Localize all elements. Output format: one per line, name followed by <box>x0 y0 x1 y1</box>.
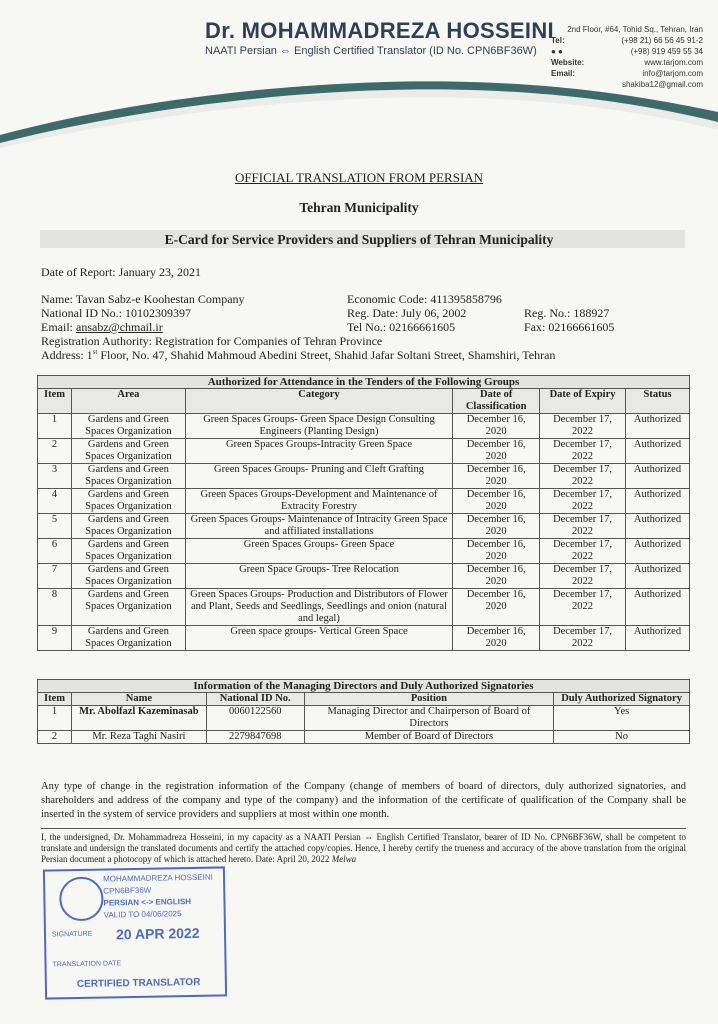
address-sup: st <box>92 348 98 356</box>
translator-subtitle: NAATI Persian ⇔ English Certified Translator (ID No. CPN6BF36W) <box>205 45 537 57</box>
translator-stamp <box>43 866 227 999</box>
stamp-validity: VALID TO 04/06/2025 <box>103 909 182 920</box>
official-translation-title: OFFICIAL TRANSLATION FROM PERSIAN <box>234 170 484 185</box>
groups-header-cell: Item <box>38 389 72 414</box>
table-cell: December 17, 2022 <box>540 539 626 564</box>
table-cell: Mr. Reza Taghi Nasiri <box>71 731 206 744</box>
table-cell: Authorized <box>625 626 689 651</box>
contact-address: 2nd Floor, #64, Tohid Sq., Tehran, Iran <box>567 25 703 34</box>
email-label: Email: <box>41 320 76 334</box>
reg-date: Reg. Date: July 06, 2002 <box>347 306 467 320</box>
mobile-value: (+98) 919 459 55 34 <box>630 47 703 56</box>
table-cell: No <box>554 731 690 744</box>
table-cell: Gardens and Green Spaces Organization <box>71 589 185 626</box>
stamp-languages: PERSIAN <-> ENGLISH <box>103 897 192 908</box>
groups-header-cell: Date of Classification <box>453 389 540 414</box>
groups-header-cell: Category <box>185 389 452 414</box>
table-cell: Green Spaces Groups-Intracity Green Space <box>185 439 452 464</box>
directors-header-row <box>38 693 690 706</box>
company-address <box>41 348 555 363</box>
table-cell: Authorized <box>625 439 689 464</box>
table-cell: December 16, 2020 <box>453 439 540 464</box>
contact-block <box>551 24 703 90</box>
certification-statement <box>41 832 686 865</box>
table-cell: Green Space Groups- Tree Relocation <box>185 564 452 589</box>
groups-caption: Authorized for Attendance in the Tenders of the Following Groups <box>38 376 690 389</box>
table-cell: Green Spaces Groups- Production and Distributors of Flower and Plant, Seeds and Seedlings, Seedlings and onion (natural and legal) <box>185 589 452 626</box>
email-value-2: shakiba12@gmail.com <box>621 80 703 89</box>
registration-authority: Registration Authority: Registration for Companies of Tehran Province <box>41 334 383 348</box>
table-cell: Gardens and Green Spaces Organization <box>71 514 185 539</box>
groups-header-cell: Date of Expiry <box>540 389 626 414</box>
table-cell: Authorized <box>625 414 689 439</box>
table-row <box>38 464 690 489</box>
table-cell: Gardens and Green Spaces Organization <box>71 489 185 514</box>
table-cell: Green Spaces Groups- Green Space <box>185 539 452 564</box>
table-row <box>38 589 690 626</box>
change-notice: Any type of change in the registration information of the Company (change of members of board of directors, duly authorized signatories, and shareholders and address of the company and type of the company) and the information of the certificate of qualification of the Company shall be inserted in the system of service providers and suppliers at most within one month. <box>41 781 686 820</box>
table-cell: Green Spaces Groups- Maintenance of Intracity Green Space and affiliated installations <box>185 514 452 539</box>
stamp-signature-label: SIGNATURE <box>51 930 93 939</box>
table-cell: 5 <box>38 514 72 539</box>
municipality-title: Tehran Municipality <box>299 200 419 215</box>
table-cell: Gardens and Green Spaces Organization <box>71 539 185 564</box>
table-cell: Authorized <box>625 489 689 514</box>
table-cell: December 16, 2020 <box>453 539 540 564</box>
stamp-date: 20 APR 2022 <box>115 924 200 943</box>
table-cell: December 16, 2020 <box>453 464 540 489</box>
table-cell: 7 <box>38 564 72 589</box>
translator-name: Dr. MOHAMMADREZA HOSSEINI <box>205 18 554 43</box>
table-cell: 4 <box>38 489 72 514</box>
table-cell: 9 <box>38 626 72 651</box>
table-cell: December 16, 2020 <box>453 489 540 514</box>
directors-body <box>38 706 690 744</box>
groups-table <box>37 375 690 651</box>
table-cell: December 16, 2020 <box>453 589 540 626</box>
tel-label: Tel: <box>551 36 565 45</box>
table-cell: December 17, 2022 <box>540 564 626 589</box>
table-cell: Gardens and Green Spaces Organization <box>71 564 185 589</box>
table-cell: December 17, 2022 <box>540 589 626 626</box>
directors-table <box>37 679 690 744</box>
table-cell: 6 <box>38 539 72 564</box>
company-name: Name: Tavan Sabz-e Koohestan Company <box>41 292 245 306</box>
table-cell: December 17, 2022 <box>540 626 626 651</box>
table-cell: December 17, 2022 <box>540 464 626 489</box>
naati-seal-icon <box>59 877 104 922</box>
directors-caption: Information of the Managing Directors and Duly Authorized Signatories <box>38 680 690 693</box>
table-cell: Member of Board of Directors <box>304 731 554 744</box>
table-cell: December 16, 2020 <box>453 514 540 539</box>
table-cell: December 16, 2020 <box>453 414 540 439</box>
directors-header-cell: National ID No. <box>206 693 304 706</box>
directors-header-cell: Name <box>71 693 206 706</box>
table-cell: Green space groups- Vertical Green Space <box>185 626 452 651</box>
table-cell: Gardens and Green Spaces Organization <box>71 439 185 464</box>
table-cell: December 17, 2022 <box>540 439 626 464</box>
stamp-name: MOHAMMADREZA HOSSEINI <box>102 872 213 884</box>
tel-no: Tel No.: 02166661605 <box>347 320 456 334</box>
directors-header-cell: Duly Authorized Signatory <box>554 693 690 706</box>
reg-no: Reg. No.: 188927 <box>524 306 610 320</box>
table-cell: Green Spaces Groups- Pruning and Cleft Grafting <box>185 464 452 489</box>
groups-header-row <box>38 389 690 414</box>
table-row <box>38 414 690 439</box>
directors-header-cell: Position <box>304 693 554 706</box>
email-link[interactable]: ansabz@chmail.ir <box>76 320 163 334</box>
table-cell: December 17, 2022 <box>540 489 626 514</box>
directors-header-cell: Item <box>38 693 72 706</box>
table-row <box>38 489 690 514</box>
tel-value: (+98 21) 66 56 45 91-2 <box>621 36 703 45</box>
table-cell: Green Spaces Groups-Development and Maintenance of Extracity Forestry <box>185 489 452 514</box>
table-cell: Authorized <box>625 564 689 589</box>
mobile-icons: ● ● <box>551 47 563 56</box>
table-row <box>38 539 690 564</box>
table-cell: Authorized <box>625 589 689 626</box>
fax-no: Fax: 02166661605 <box>524 320 615 334</box>
table-cell: 2 <box>38 731 72 744</box>
address-rest: Floor, No. 47, Shahid Mahmoud Abedini Street, Shahid Jafar Soltani Street, Shamshiri, Tehran <box>97 348 556 362</box>
table-row <box>38 706 690 731</box>
table-row <box>38 439 690 464</box>
table-cell: 1 <box>38 706 72 731</box>
stamp-translation-date-label: TRANSLATION DATE <box>52 960 122 969</box>
groups-header-cell: Area <box>71 389 185 414</box>
groups-body <box>38 414 690 651</box>
table-cell: 2279847698 <box>206 731 304 744</box>
website-label: Website: <box>551 58 585 67</box>
table-cell: Gardens and Green Spaces Organization <box>71 626 185 651</box>
table-cell: 3 <box>38 464 72 489</box>
table-cell: 0060122560 <box>206 706 304 731</box>
table-cell: 1 <box>38 414 72 439</box>
groups-header-cell: Status <box>625 389 689 414</box>
stamp-footer: CERTIFIED TRANSLATOR <box>76 976 201 991</box>
email-value-1: info@tarjom.com <box>642 69 703 78</box>
stamp-id: CPN6BF36W <box>103 885 152 896</box>
email-label: Email: <box>551 69 576 78</box>
table-cell: Authorized <box>625 539 689 564</box>
letterhead <box>0 0 718 150</box>
certification-text: I, the undersigned, Dr. Mohammadreza Hosseini, in my capacity as a NAATI Persian ⇔ English Certified Translator, bearer of ID No. CPN6BF36W, shall be competent to translate and undersign the translated documents and certify the attached copy/copies. Hence, I hereby certify the trueness and accuracy of the above translation from the original Persian document a photocopy of which is attached hereto. Date: April 20, 2022 <box>41 832 686 864</box>
table-row <box>38 731 690 744</box>
table-row <box>38 514 690 539</box>
economic-code: Economic Code: 411395858796 <box>347 292 502 306</box>
divider <box>41 828 686 829</box>
table-cell: December 16, 2020 <box>453 564 540 589</box>
certification-sign: Melwa <box>331 854 357 864</box>
table-cell: Green Spaces Groups- Green Space Design Consulting Engineers (Planting Design) <box>185 414 452 439</box>
national-id: National ID No.: 10102309397 <box>41 306 191 320</box>
table-cell: Mr. Abolfazl Kazeminasab <box>71 706 206 731</box>
address-prefix: Address: 1 <box>41 348 93 362</box>
table-cell: December 17, 2022 <box>540 514 626 539</box>
table-cell: Authorized <box>625 464 689 489</box>
table-cell: December 16, 2020 <box>453 626 540 651</box>
table-cell: December 17, 2022 <box>540 414 626 439</box>
table-cell: Authorized <box>625 514 689 539</box>
company-email <box>41 320 163 335</box>
ecard-title: E-Card for Service Providers and Suppliers of Tehran Municipality <box>164 232 554 247</box>
table-cell: Gardens and Green Spaces Organization <box>71 464 185 489</box>
table-cell: 2 <box>38 439 72 464</box>
table-row <box>38 626 690 651</box>
table-cell: Managing Director and Chairperson of Board of Directors <box>304 706 554 731</box>
website-value: www.tarjom.com <box>644 58 703 67</box>
table-row <box>38 564 690 589</box>
table-cell: 8 <box>38 589 72 626</box>
report-date: Date of Report: January 23, 2021 <box>41 265 201 279</box>
table-cell: Yes <box>554 706 690 731</box>
table-cell: Gardens and Green Spaces Organization <box>71 414 185 439</box>
